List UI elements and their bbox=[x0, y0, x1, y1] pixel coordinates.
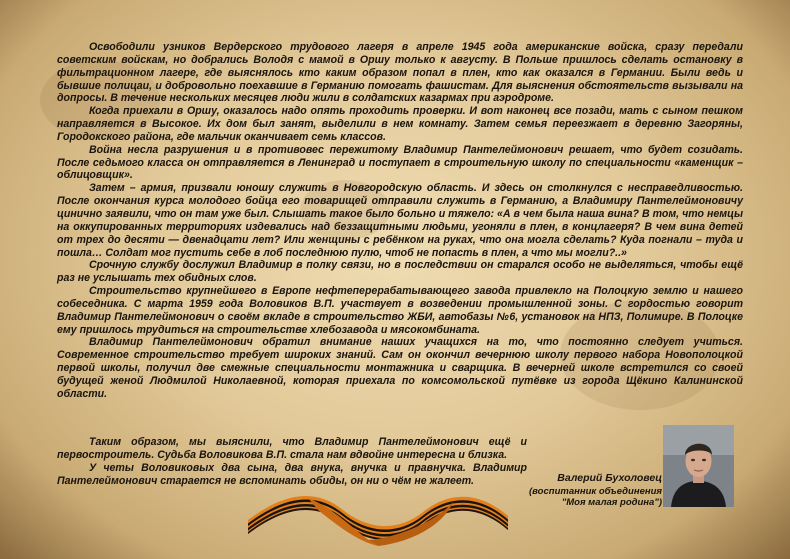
paragraph: Когда приехали в Оршу, оказалось надо опять проходить проверки. И вот наконец все позади, мать с сыном пешком направляется в Высокое. Их дом был занят, выделили в нем комнату. Затем семья переезжает в деревню Загоряны, Городокского района, где мальчик оканчивает семь классов. bbox=[57, 105, 743, 143]
author-signature bbox=[520, 472, 662, 508]
paragraph: Война несла разрушения и в противовес пережитому Владимир Пантелеймонович решает, что будет созидать. После седьмого класса он отправляется в Ленинград и поступает в строительную школу по специальности «каменщик – облицовщик». bbox=[57, 143, 743, 182]
paragraph: Строительство крупнейшего в Европе нефтеперерабатывающего завода привлекло на Полоцкую землю и нашего собеседника. С марта 1959 года Воловиков В.П. участвует в возведении промышленной зоны. С гордостью говорит Владимир Пантелеймонович о своём вкладе в строительство ЖБИ, автобазы №6, установок на НПЗ, Полимире. В Полоцке ему пришлось трудиться на строительстве хлебозавода и мясокомбината. bbox=[57, 285, 743, 336]
portrait-image bbox=[663, 425, 734, 507]
ribbon-band bbox=[248, 496, 508, 540]
st-george-ribbon bbox=[248, 480, 508, 552]
paragraph: Владимир Пантелеймонович обратил внимание наших учащихся на то, что постоянно следует учиться. Современное строительство требует широких знаний. Сам он окончил вечернюю школу первого набора Новополоцкой первой школы, получил две смежные специальности монтажника и сварщика. В вечерней школе встретился со своей будущей женой Людмилой Николаевной, которая приехала по комсомольской путёвке из города Щёкино Калининской области. bbox=[57, 336, 743, 400]
paragraph: Таким образом, мы выяснили, что Владимир Пантелеймонович ещё и первостроитель. Судьба Воловикова В.П. стала нам вдвойне интересна и близка. bbox=[57, 436, 527, 461]
paragraph: У четы Воловиковых два сына, два внука, внучка и правнучка. Владимир Пантелеймонович старается не вспоминать обиды, он ни о чём не жалеет. bbox=[57, 461, 527, 487]
author-name: Валерий Бухоловец bbox=[557, 472, 662, 484]
paragraph: Срочную службу дослужил Владимир в полку связи, но в последствии он старался особо не выделяться, чтобы ещё раз не услышать тех обидных слов. bbox=[57, 259, 743, 285]
paragraph: Затем – армия, призвали юношу служить в Новгородскую область. И здесь он столкнулся с несправедливостью. После окончания курса молодого бойца его товарищей отправили служить в Германию, а Владимиру Пантелеймоновичу цинично заявили, что он там уже был. Слышать такое было больно и тяжело: «А в чем была наша вина? В том, что немцы на оккупированных территориях издевались над беззащитными людьми, угоняли в плен, в концлагеря? В чем вина детей от трех до десяти — двенадцати лет? Или женщины с ребёнком на руках, что она могла сделать? Куда погнали – туда и пошла… Солдат мог пустить себе в лоб последнюю пулю, чтоб не попасть в плен, а что мы могли?..» bbox=[57, 182, 743, 259]
article-body bbox=[57, 41, 743, 401]
paragraph: Освободили узников Вердерского трудового лагеря в апреле 1945 года американские войска, сразу передали советским войскам, но добрались Володя с мамой в Оршу только к августу. В Польше пришлось сделать остановку в фильтрационном лагере, где выяснялось кто каким образом попал в плен, кто как оказался в Германии. Были ведь и бывшие полицаи, и добровольно поехавшие в Германию помогать фашистам. Для выяснения обстоятельств вызывали на допросы. В течение нескольких месяцев люди жили в солдатских казармах при аэродроме. bbox=[57, 41, 743, 105]
ribbon-fold bbox=[308, 498, 378, 546]
author-affiliation: (воспитанник объединения bbox=[529, 486, 662, 497]
author-photo bbox=[663, 425, 734, 507]
author-affiliation: "Моя малая родина") bbox=[561, 497, 662, 508]
